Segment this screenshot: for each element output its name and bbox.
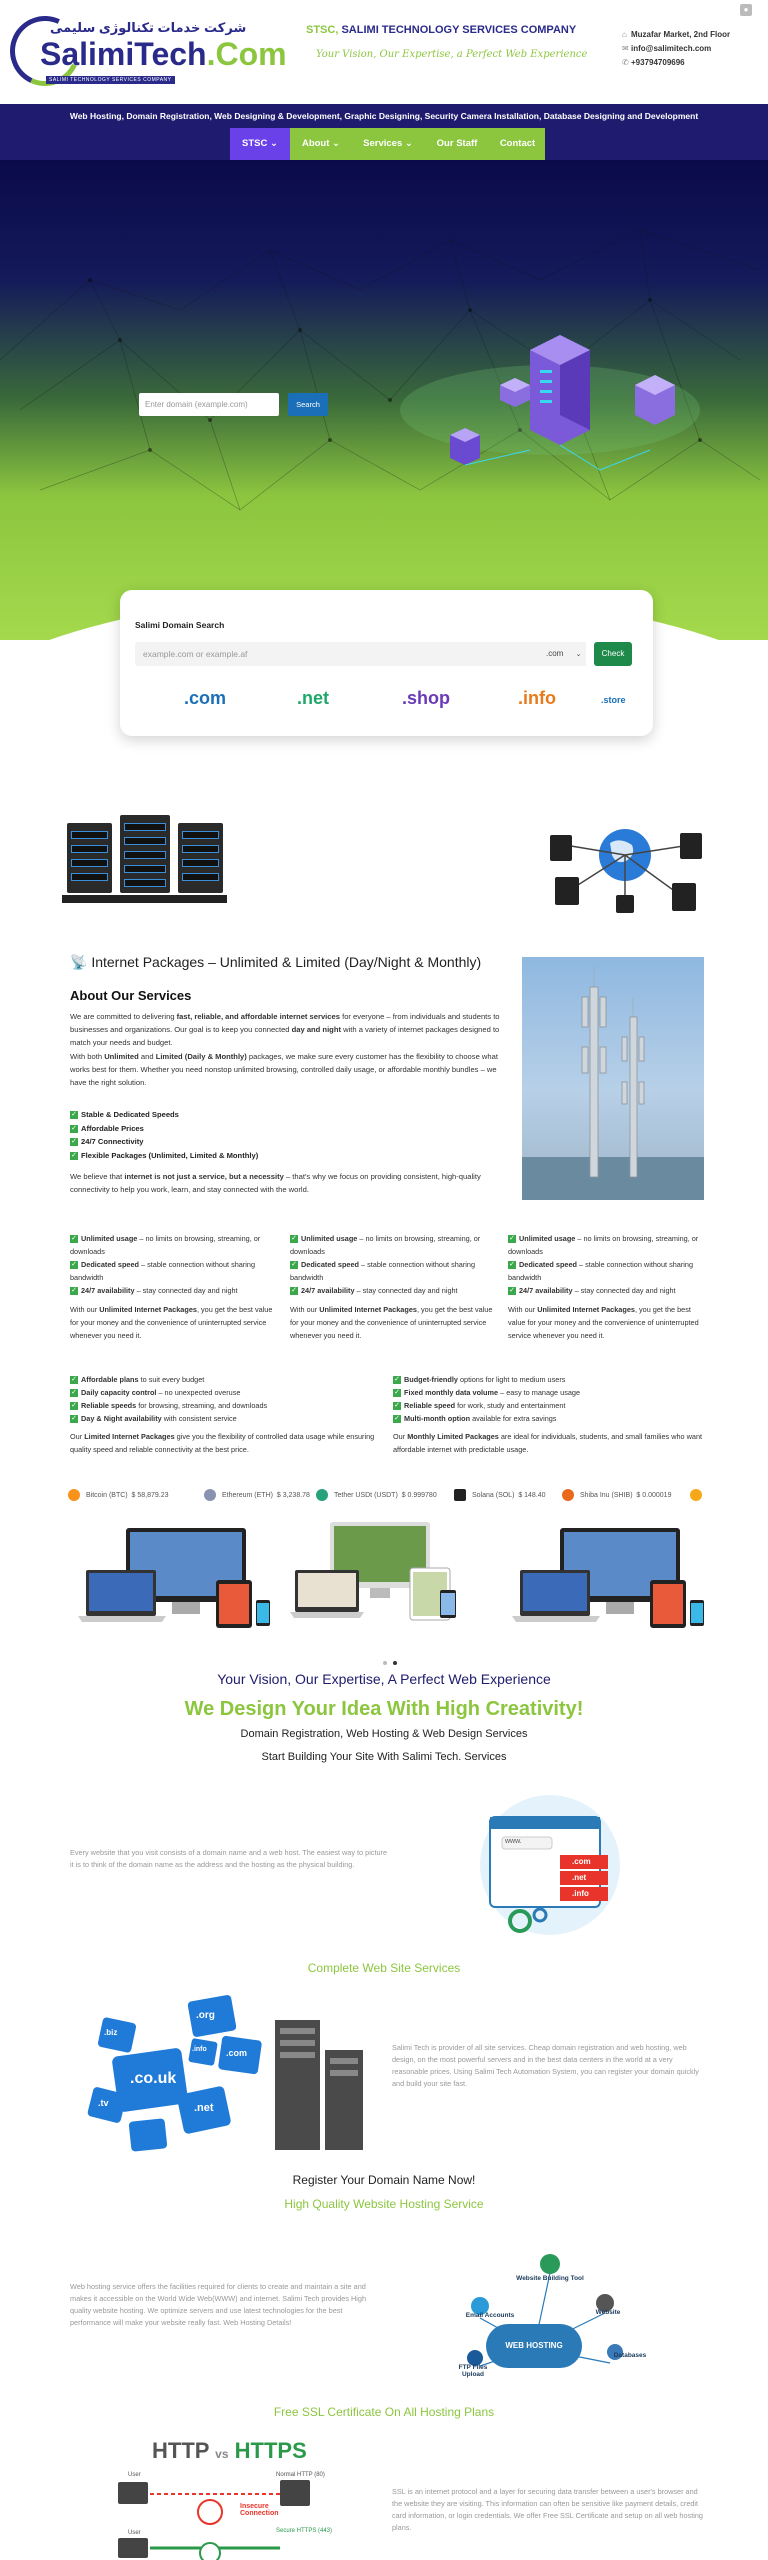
globe-network-image <box>540 815 710 915</box>
company-title <box>306 24 576 36</box>
tld-logo-shop[interactable]: .shop <box>402 688 450 708</box>
checkmark-icon: ✓ <box>71 1151 77 1159</box>
server-racks-image <box>62 815 232 910</box>
hosting-node-ftp: FTP Files Upload <box>458 2364 488 2378</box>
contact-address: ⌂ Muzafar Market, 2nd Floor <box>622 30 731 39</box>
crypto-ticker <box>64 1487 704 1505</box>
http-label: Normal HTTP (80) <box>276 2472 325 2478</box>
ticker-item-extra <box>690 1487 708 1505</box>
https-label: Secure HTTPS (443) <box>276 2528 333 2534</box>
logo-name <box>40 36 287 73</box>
site-logo[interactable] <box>10 14 287 94</box>
http-vs-https-graphic <box>100 2430 340 2560</box>
logo-tagline: SALIMI TECHNOLOGY SERVICES COMPANY <box>46 76 175 84</box>
tld-cube: .net <box>194 2102 214 2114</box>
feature-item: ✓ 24/7 Connectivity <box>71 1137 144 1146</box>
hosting-node-tool: Website Building Tool <box>516 2275 584 2282</box>
tld-logo-info[interactable]: .info <box>518 688 556 708</box>
checkmark-icon: ✓ <box>71 1389 77 1397</box>
chevron-down-icon: ⌄ <box>404 138 413 149</box>
user-label: User <box>128 2472 141 2478</box>
checkmark-icon: ✓ <box>71 1402 77 1410</box>
ticker-item-eth: Ethereum (ETH) $ 3,238.78 <box>204 1487 310 1505</box>
tld-tag: .com <box>572 1857 591 1866</box>
checkmark-icon: ✓ <box>394 1376 400 1384</box>
unlimited-column-2: ✓ Unlimited usage – no limits on browsing, streaming, or downloads ✓ Dedicated speed – stable connection without sharing bandwidth ✓ 24/7 availability – stay connected day and night With our Unlimited Internet Packages, you get the best value for your money and the convenience of uninterrupted service whenever you need it. <box>290 1234 493 1340</box>
domain-search-card <box>120 590 653 736</box>
start-building-subheading: Start Building Your Site With Salimi Tech. Services <box>261 1751 507 1763</box>
user-label: User <box>128 2530 141 2536</box>
about-paragraph-3: We believe that internet is not just a service, but a necessity – that's why we focus on providing consistent, high-quality connectivity to help you work, learn, and stay connected with the world. <box>70 1172 481 1194</box>
ethereum-icon <box>204 1489 216 1501</box>
http-vs-https-title: HTTP vs HTTPS <box>152 2438 307 2463</box>
device-mockup-1 <box>76 1520 274 1640</box>
logo-name-main: SalimiTech <box>40 36 207 72</box>
carousel-dot-active[interactable] <box>393 1661 397 1665</box>
home-icon: ⌂ <box>622 30 627 39</box>
about-paragraph-1: We are committed to delivering fast, reliable, and affordable internet services for everyone – from individuals and students to businesses and organizations. Our goal is to keep you connected day and night with a variety of internet packages designed to match your needs and budget. <box>70 1012 500 1047</box>
shiba-icon <box>562 1489 574 1501</box>
hosting-node-databases: Databases <box>613 2352 647 2359</box>
register-domain-heading: Register Your Domain Name Now! <box>292 2173 476 2187</box>
server-cluster-illustration <box>400 335 700 470</box>
solana-icon <box>454 1489 466 1501</box>
hosting-node-email: Email Accounts <box>465 2312 515 2319</box>
mail-icon: ✉ <box>622 44 629 53</box>
feature-item: ✓ Stable & Dedicated Speeds <box>71 1110 179 1119</box>
logo-name-suffix: .Com <box>206 36 287 72</box>
vision-heading: Your Vision, Our Expertise, A Perfect Web Experience <box>217 1671 551 1687</box>
tld-tag: .info <box>572 1889 589 1898</box>
main-menu <box>230 128 545 160</box>
ticker-item-sol: Solana (SOL) $ 148.40 <box>454 1487 546 1505</box>
tld-cube: .com <box>226 2048 248 2058</box>
tld-logo-store[interactable]: .store <box>601 695 626 705</box>
checkmark-icon: ✓ <box>291 1235 297 1243</box>
tld-logo-net[interactable]: .net <box>297 688 330 708</box>
tld-logo-com[interactable]: .com <box>184 688 227 708</box>
monthly-packages-column: ✓ Budget-friendly options for light to medium users ✓ Fixed monthly data volume – easy to manage usage ✓ Reliable speed for work, study and entertainment ✓ Multi-month option available for extra savings Our Monthly Limited Packages are ideal for individuals, students, and small families who want affordable internet with predictable usage. <box>393 1375 703 1454</box>
tld-cube: .org <box>196 2010 215 2021</box>
logo-arabic-text: شرکت خدمات تکنالوژی سلیمی <box>50 20 247 35</box>
network-lines-graphic <box>0 160 768 640</box>
domain-search-input[interactable]: example.com or example.af <box>135 642 555 666</box>
limited-packages-column: ✓ Affordable plans to suit every budget ✓ Daily capacity control – no unexpected overuse ✓ Reliable speeds for browsing, streaming, and downloads ✓ Day & Night availability with consistent service Our Limited Internet Packages give you the flexibility of controlled data usage while ensuring quality speed and reliable connectivity at the best price. <box>70 1375 375 1454</box>
company-name: SALIMI TECHNOLOGY SERVICES COMPANY <box>341 24 577 36</box>
hero-banner <box>0 160 768 640</box>
unlimited-column-1: ✓ Unlimited usage – no limits on browsing, streaming, or downloads ✓ Dedicated speed – stable connection without sharing bandwidth ✓ 24/7 availability – stay connected day and night With our Unlimited Internet Packages, you get the best value for your money and the convenience of uninterrupted service whenever you need it. <box>70 1234 273 1340</box>
hosting-description-text: Web hosting service offers the facilities required for clients to create and maintain a site and makes it accessible on the World Wide Web(WWW) and internet. Salimi Tech provides High quality website hosting. We optimize servers and use latest technologies for the best performance will make your website really fast. Web Hosting Details! <box>70 2282 367 2327</box>
checkmark-icon: ✓ <box>394 1389 400 1397</box>
domain-browser-illustration <box>460 1785 636 1940</box>
internet-packages-heading: 📡 Internet Packages – Unlimited & Limited (Day/Night & Monthly) <box>70 954 482 970</box>
unlimited-column-3: ✓ Unlimited usage – no limits on browsing, streaming, or downloads ✓ Dedicated speed – stable connection without sharing bandwidth ✓ 24/7 availability – stay connected day and night With our Unlimited Internet Packages, you get the best value for your money and the convenience of uninterrupted service whenever you need it. <box>508 1234 699 1340</box>
feature-item: ✓ Affordable Prices <box>71 1123 144 1133</box>
checkmark-icon: ✓ <box>394 1402 400 1410</box>
company-abbr: STSC, <box>306 24 339 36</box>
company-slogan: Your Vision, Our Expertise, a Perfect Web Experience <box>316 49 588 60</box>
domain-cubes-server-image <box>80 1990 370 2160</box>
ticker-item-shib: Shiba Inu (SHIB) $ 0.000019 <box>562 1487 671 1505</box>
menu-item-stsc[interactable]: STSC ⌄ <box>230 128 290 160</box>
contact-phone[interactable]: ✆ +93794709696 <box>622 58 685 67</box>
chevron-down-icon: ⌄ <box>332 138 341 149</box>
about-paragraph-2: With both Unlimited and Limited (Daily & Monthly) packages, we make sure every customer has the flexibility to choose what works best for them. Whether you need nonstop unlimited browsing, controlled daily usage, or affordable monthly bundles – we have the right solution. <box>70 1052 498 1087</box>
checkmark-icon: ✓ <box>394 1415 400 1423</box>
menu-item-our-staff[interactable]: Our Staff <box>436 138 478 149</box>
checkmark-icon: ✓ <box>71 1235 77 1243</box>
checkmark-icon: ✓ <box>509 1235 515 1243</box>
carousel-dots <box>380 1652 400 1670</box>
checkmark-icon: ✓ <box>71 1287 77 1295</box>
services-tagline: Web Hosting, Domain Registration, Web Designing & Development, Graphic Designing, Security Camera Installation, Database Designing and Development <box>69 111 699 121</box>
site-header <box>0 0 768 104</box>
services-subheading: Domain Registration, Web Hosting & Web Design Services <box>240 1728 528 1740</box>
checkmark-icon: ✓ <box>291 1261 297 1269</box>
chevron-down-icon: ⌄ <box>270 138 278 149</box>
hero-domain-input[interactable]: Enter domain (example.com) <box>139 393 279 416</box>
about-services-title: About Our Services <box>70 988 192 1003</box>
checkmark-icon: ✓ <box>509 1261 515 1269</box>
browser-url-text: www. <box>505 1838 522 1845</box>
feature-list <box>70 1108 258 1162</box>
ticker-item-usdt: Tether USDt (USDT) $ 0.999780 <box>316 1487 437 1505</box>
carousel-dot[interactable] <box>383 1661 387 1665</box>
menu-item-about[interactable]: About ⌄ <box>301 138 341 149</box>
creativity-heading: We Design Your Idea With High Creativity! <box>184 1698 584 1720</box>
checkmark-icon: ✓ <box>71 1138 77 1145</box>
domain-check-button[interactable]: Check <box>594 642 632 666</box>
tld-cube: .tv <box>98 2098 109 2108</box>
complete-services-text: Salimi Tech is provider of all site services. Cheap domain registration and web hosting, web design, on the most powerful servers and in the best data centers in the world at a very reasonable prices. Using Salimi Tech Automation System, you can register your domain quickly and build your site fast. <box>392 2043 699 2088</box>
hosting-node-website: Website <box>595 2309 621 2316</box>
tld-cube: .info <box>192 2046 207 2053</box>
insecure-label: Insecure Connection <box>240 2503 279 2517</box>
checkmark-icon: ✓ <box>71 1111 77 1118</box>
checkmark-icon: ✓ <box>509 1287 515 1295</box>
tld-select[interactable]: .com ⌄ <box>538 642 586 666</box>
contact-email[interactable]: ✉ info@salimitech.com <box>622 44 712 53</box>
menu-item-services[interactable]: Services ⌄ <box>363 138 413 149</box>
checkmark-icon: ✓ <box>71 1124 77 1132</box>
ssl-heading: Free SSL Certificate On All Hosting Plans <box>273 2405 495 2419</box>
checkmark-icon: ✓ <box>71 1415 77 1423</box>
hero-search-button[interactable]: Search <box>288 393 328 416</box>
checkmark-icon: ✓ <box>291 1287 297 1295</box>
checkmark-icon: ✓ <box>71 1376 77 1384</box>
tether-icon <box>316 1489 328 1501</box>
ticker-item-btc: Bitcoin (BTC) $ 58,879.23 <box>68 1487 169 1505</box>
device-mockup-2 <box>290 1520 465 1640</box>
tld-cube: .co.uk <box>130 2070 177 2087</box>
hosting-service-heading: High Quality Website Hosting Service <box>284 2197 484 2211</box>
complete-services-heading: Complete Web Site Services <box>307 1961 461 1975</box>
web-hosting-node: WEB HOSTING <box>486 2324 582 2368</box>
menu-item-contact[interactable]: Contact <box>499 138 536 149</box>
tld-tag: .net <box>572 1873 587 1882</box>
bitcoin-icon <box>68 1489 80 1501</box>
user-login-icon[interactable]: ● <box>740 4 752 16</box>
tld-cube: .biz <box>104 2028 118 2037</box>
satellite-icon: 📡 <box>70 954 88 970</box>
cell-tower-photo <box>522 957 704 1200</box>
domain-search-title: Salimi Domain Search <box>135 620 225 630</box>
coin-icon <box>690 1489 702 1501</box>
chevron-down-icon: ⌄ <box>575 651 582 658</box>
checkmark-icon: ✓ <box>71 1261 77 1269</box>
feature-item: ✓ Flexible Packages (Unlimited, Limited & Monthly) <box>71 1150 259 1160</box>
device-mockup-3 <box>510 1520 708 1640</box>
ssl-description-text: SSL is an internet protocol and a layer for securing data transfer between a user's browser and the website they are visiting. This information can often be sensitive like payment details, credit card information, or login credentials. We offer Free SSL Certificate and setup on all web hosting plans. <box>392 2487 703 2532</box>
phone-icon: ✆ <box>622 58 629 67</box>
domain-host-text: Every website that you visit consists of a domain name and a web host. The easiest way to picture it is to think of the domain name as the address and the hosting as the physical building. <box>70 1848 388 1869</box>
